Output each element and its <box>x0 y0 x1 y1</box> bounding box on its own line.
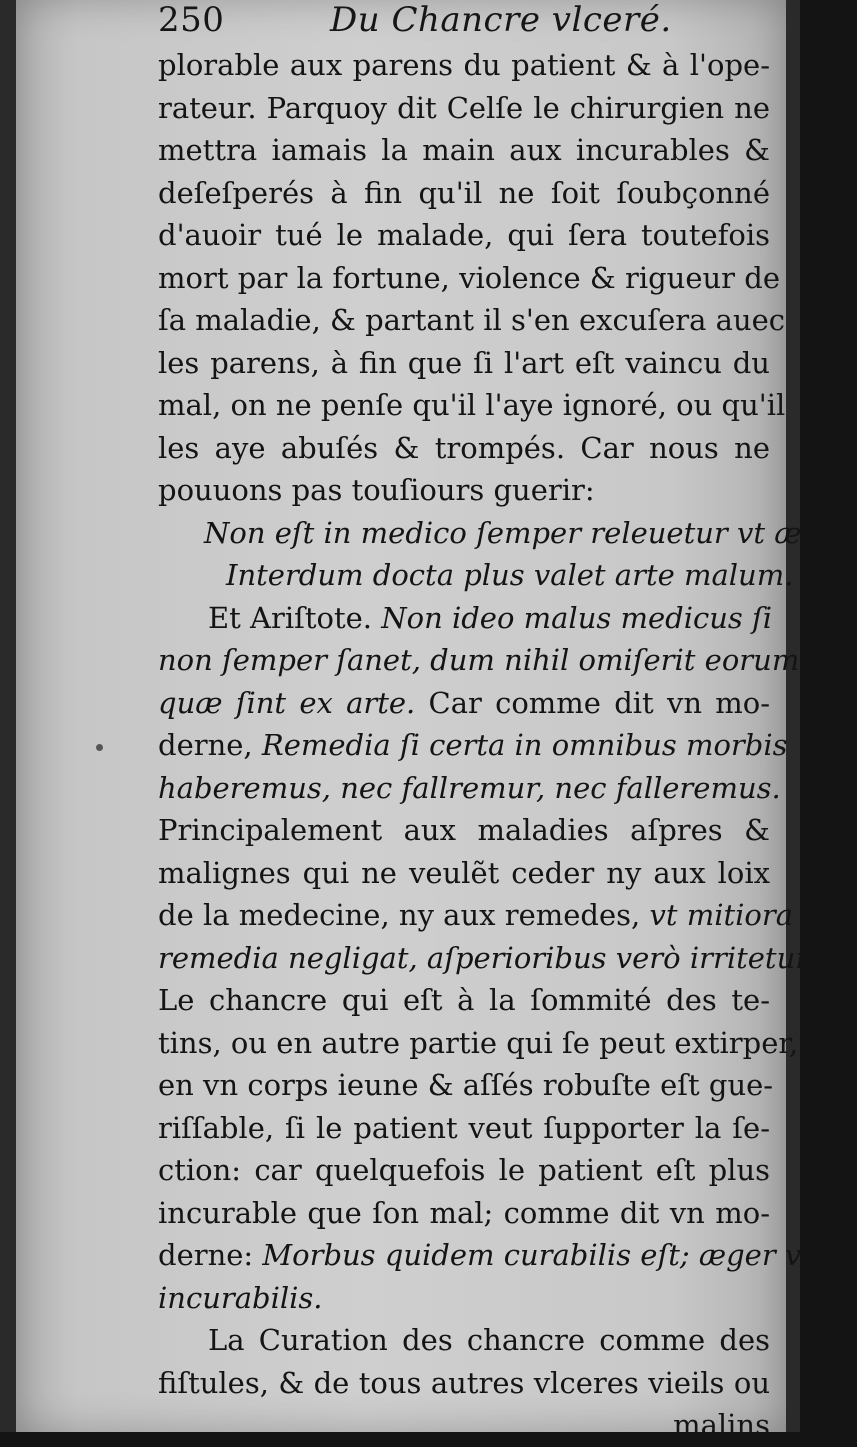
text-line <box>158 682 770 725</box>
paper-speck <box>96 744 103 751</box>
text-line: plorable aux parens du patient & à l'ope- <box>158 48 770 82</box>
latin-quote-line: haberemus, nec fallremur, nec falleremus. <box>158 770 781 805</box>
latin-quote-line: remedia negligat, aſperioribus verò irritetur. <box>158 940 816 975</box>
text-line: Principalement aux maladies aſpres & <box>158 813 770 847</box>
text-line: ſa maladie, & partant il s'en excuſera auec <box>158 303 786 337</box>
text-line: mettra iamais la main aux incurables & <box>158 133 770 167</box>
text-line <box>158 894 794 937</box>
text-line: rateur. Parquoy dit Celſe le chirurgien ne <box>158 90 770 125</box>
text-line <box>158 597 773 640</box>
latin-verse-line: Interdum docta plus valet arte malum. <box>226 558 794 592</box>
text-line: les parens, à fin que ſi l'art eſt vaincu du <box>158 345 770 380</box>
body-text <box>158 44 857 1447</box>
text-line: incurable que ſon mal; comme dit vn mo- <box>158 1195 770 1230</box>
latin-quote: Non ideo malus medicus ſi <box>381 600 773 635</box>
text-line: tins, ou en autre partie qui ſe peut extirper, <box>158 1025 799 1060</box>
text-line: en vn corps ieune & aſſés robuſte eſt gue- <box>158 1068 774 1102</box>
latin-quote: vt mitiora <box>649 898 794 932</box>
text-line: malignes qui ne veulẽt ceder ny aux loix <box>158 855 770 890</box>
latin-quote-line: non ſemper ſanet, dum nihil omiſerit eorum <box>158 643 800 677</box>
text-line: mort par la fortune, violence & rigueur de <box>158 260 780 295</box>
text-line: ction: car quelquefois le patient eſt plus <box>158 1153 770 1187</box>
text-line: les aye abuſés & trompés. Car nous ne <box>158 430 770 465</box>
text-line: mal, on ne penſe qu'il l'aye ignoré, ou qu'il <box>158 388 786 422</box>
latin-quote-line: incurabilis. <box>158 1280 323 1315</box>
text-line: deſeſperés à fin qu'il ne ſoit ſoubçonné <box>158 175 770 210</box>
text-segment: Car comme dit vn mo- <box>415 685 771 720</box>
text-segment: derne, <box>158 728 262 762</box>
text-line: La Curation des chancre comme des <box>208 1323 770 1357</box>
text-line: pouuons pas touſiours guerir: <box>158 473 595 507</box>
text-line <box>158 724 788 767</box>
page-number: 250 <box>158 0 225 40</box>
page-header <box>158 0 758 44</box>
text-line: riſſable, ſi le patient veut ſupporter la ſe- <box>158 1110 770 1145</box>
latin-quote: quæ ſint ex arte. <box>158 685 416 720</box>
text-line: fiſtules, & de tous autres vlceres vieils ou <box>158 1365 770 1400</box>
text-segment: derne: <box>158 1238 263 1272</box>
text-line: d'auoir tué le malade, qui ſera toutefois <box>158 218 770 252</box>
latin-quote: Remedia ſi certa in omnibus morbis <box>261 728 788 762</box>
text-segment: de la medecine, ny aux remedes, <box>158 898 650 932</box>
text-line: Le chancre qui eſt à la ſommité des te- <box>158 983 770 1017</box>
catchword: malins <box>673 1408 770 1442</box>
text-line <box>158 1234 850 1277</box>
latin-verse-line: Non eſt in medico ſemper releuetur vt æger, <box>204 515 857 550</box>
text-segment: Et Ariſtote. <box>208 600 382 635</box>
latin-quote: Morbus quidem curabilis eſt; æger verò <box>262 1238 850 1272</box>
running-title: Du Chancre vlceré. <box>330 0 672 40</box>
